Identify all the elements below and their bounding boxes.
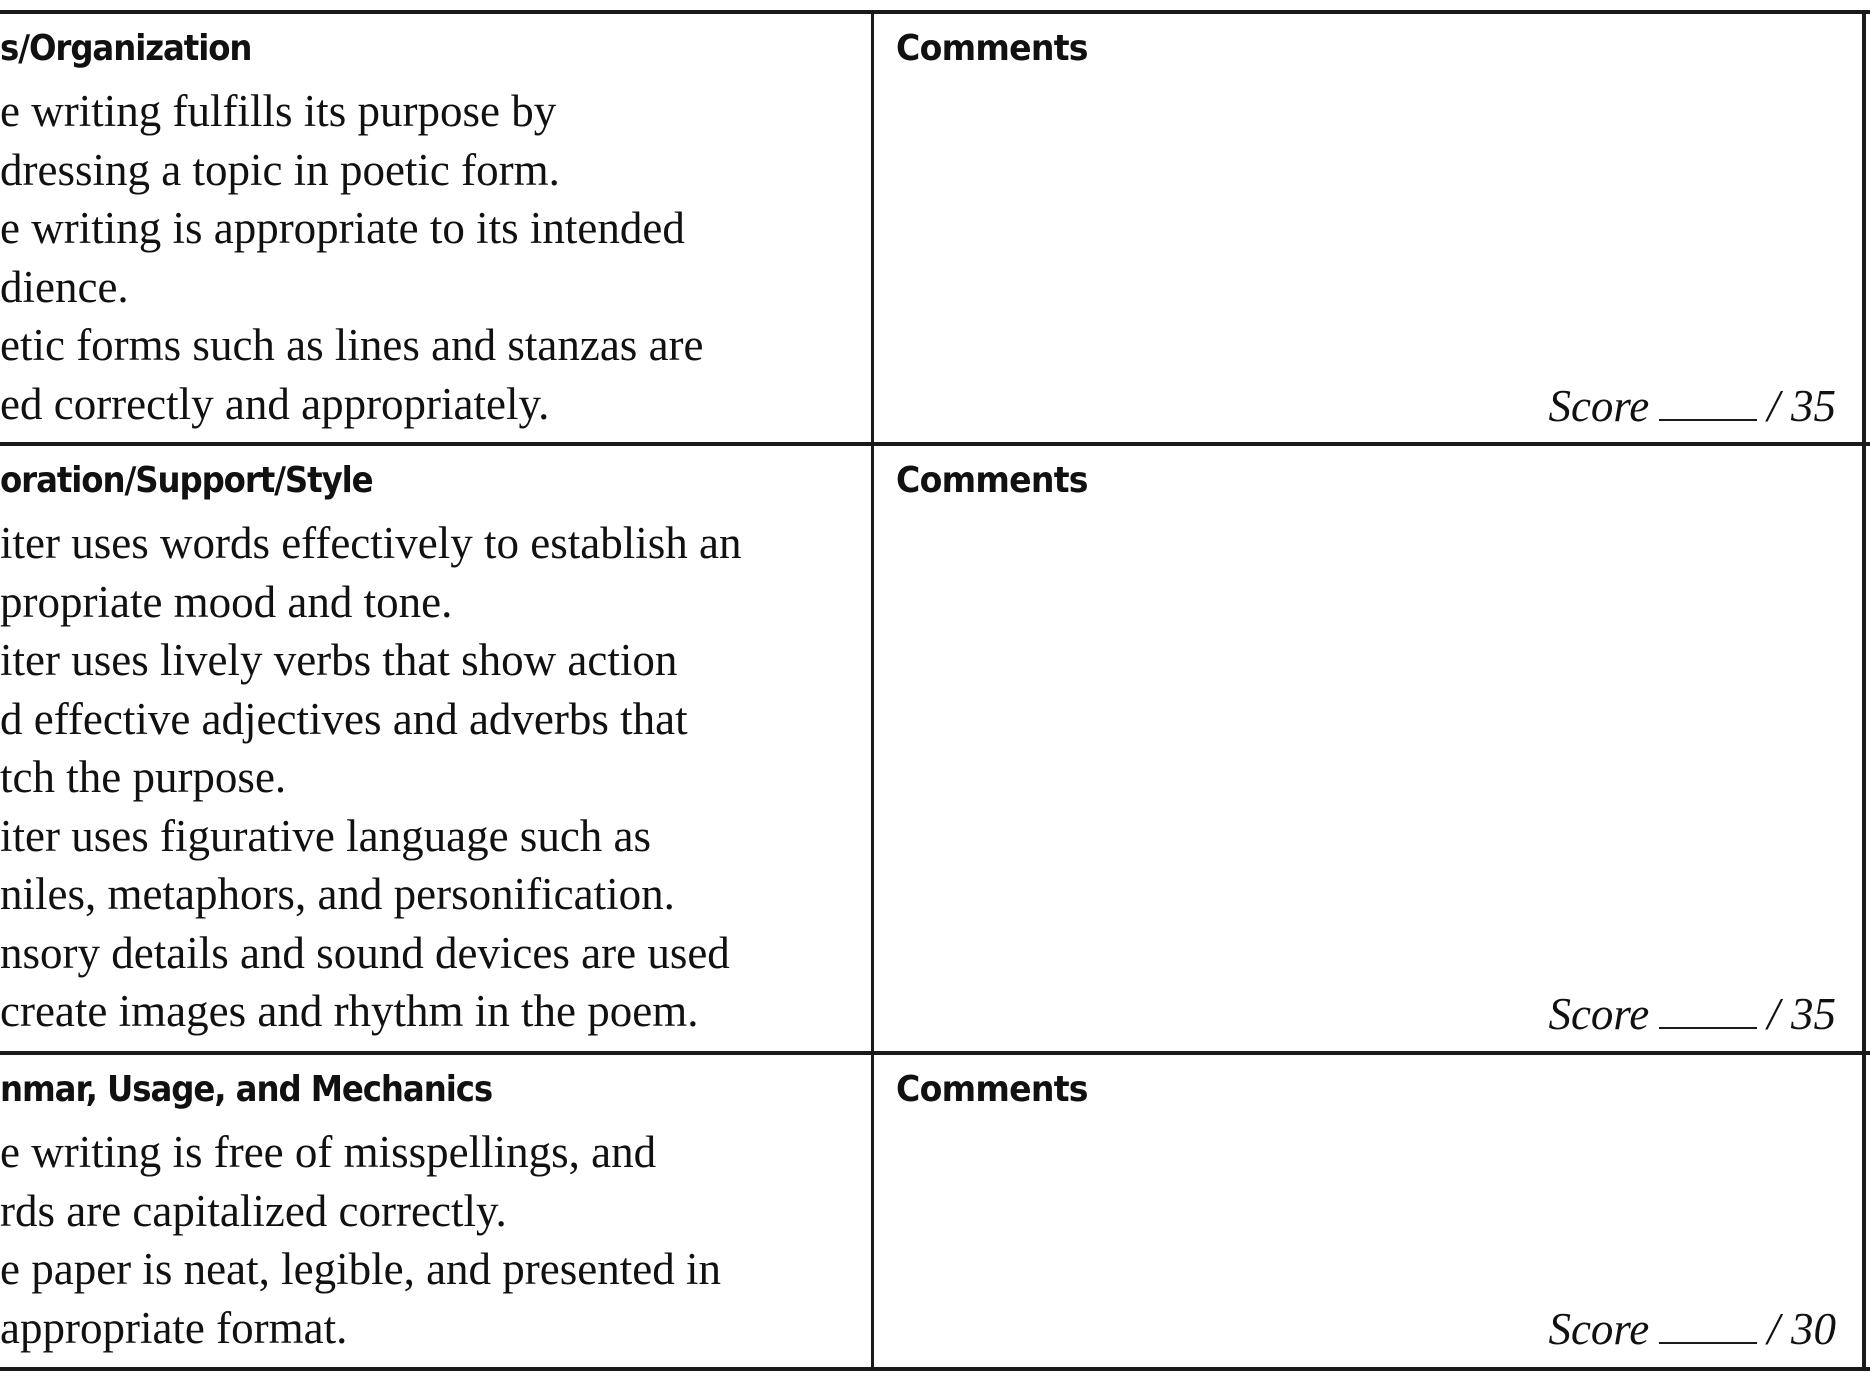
score-max: / 35 [1767,989,1836,1039]
criteria-line: ed correctly and appropriately. [0,378,550,429]
criteria-line: appropriate format. [0,1302,348,1353]
score-max: / 35 [1767,381,1836,431]
score-blank[interactable] [1659,1341,1757,1344]
score-blank[interactable] [1659,418,1757,421]
criteria-line: rds are capitalized correctly. [0,1185,507,1236]
criteria-line: tch the purpose. [0,752,287,802]
comments-cell[interactable] [871,14,1866,444]
rubric-row-focus-organization [0,10,1870,444]
criteria-line: e writing is free of misspellings, and [0,1127,657,1177]
score-max: / 30 [1767,1304,1836,1354]
criteria-heading: s/Organization [0,28,252,69]
criteria-line: e writing fulfills its purpose by [0,86,557,136]
comments-label: Comments [896,28,1088,69]
criteria-line: propriate mood and tone. [0,576,453,627]
criteria-cell [0,1055,871,1367]
criteria-line: iter uses lively verbs that show action [0,635,678,685]
score-blank[interactable] [1659,1026,1757,1029]
criteria-line: d effective adjectives and adverbs that [0,693,688,744]
comments-label: Comments [896,460,1088,501]
comments-cell[interactable] [871,446,1866,1052]
criteria-line: nsory details and sound devices are used [0,927,730,978]
criteria-heading: oration/Support/Style [0,460,373,501]
score-label: Score [1548,1304,1650,1354]
score-label: Score [1548,381,1650,431]
rubric-row-elaboration-support-style [0,442,1870,1052]
criteria-cell [0,14,871,444]
criteria-cell [0,446,871,1052]
score-field [1548,1303,1836,1355]
criteria-list [0,514,741,1041]
criteria-line: e paper is neat, legible, and presented in [0,1244,721,1294]
criteria-line: etic forms such as lines and stanzas are [0,320,704,370]
comments-label: Comments [896,1069,1088,1110]
criteria-heading: nmar, Usage, and Mechanics [0,1069,493,1110]
criteria-line: dressing a topic in poetic form. [0,144,560,195]
criteria-line: iter uses figurative language such as [0,810,652,861]
comments-cell[interactable] [871,1055,1866,1367]
criteria-line: dience. [0,261,129,312]
rubric-row-grammar-usage-mechanics [0,1051,1870,1371]
criteria-list [0,1123,721,1357]
criteria-line: iter uses words effectively to establish an [0,518,742,568]
criteria-line: e writing is appropriate to its intended [0,203,685,253]
score-field [1548,988,1836,1040]
criteria-line: create images and rhythm in the poem. [0,986,699,1036]
criteria-list [0,82,704,433]
score-field [1548,380,1836,432]
criteria-line: niles, metaphors, and personification. [0,869,675,919]
score-label: Score [1548,989,1650,1039]
